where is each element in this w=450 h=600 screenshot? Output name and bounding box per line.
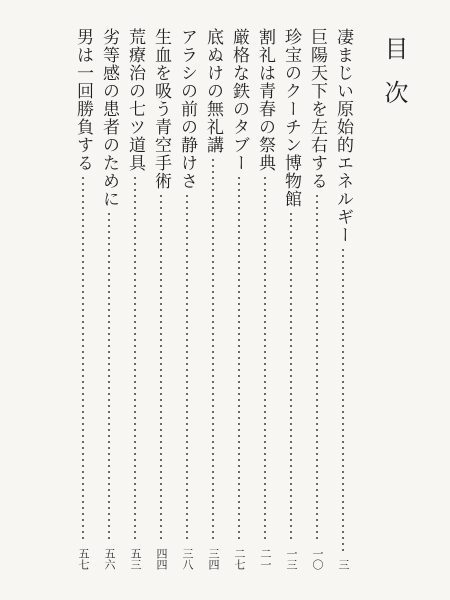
toc-entry-title: 割礼は青春の祭典 bbox=[255, 28, 275, 172]
toc-entry[interactable] bbox=[227, 28, 251, 570]
dot-leader bbox=[238, 175, 240, 543]
toc-entry-page: 二七 bbox=[233, 548, 246, 570]
dot-leader bbox=[186, 193, 188, 543]
toc-entry[interactable] bbox=[71, 28, 95, 570]
toc-entry-page: 三四 bbox=[207, 548, 220, 570]
toc-entry-title: 底ぬけの無礼講 bbox=[203, 28, 223, 154]
toc-entry[interactable] bbox=[201, 28, 225, 570]
toc-entry-page: 五三 bbox=[129, 548, 142, 570]
toc-entry-title: 珍宝のクーチン博物館 bbox=[281, 28, 301, 208]
toc-entry-page: 五七 bbox=[77, 548, 90, 570]
dot-leader bbox=[342, 247, 344, 554]
toc-entry-title: 凄まじい原始的エネルギー bbox=[333, 28, 353, 244]
toc-entry[interactable] bbox=[149, 28, 173, 570]
toc-entry-page: 五六 bbox=[103, 548, 116, 570]
toc-entry-page: 四四 bbox=[155, 548, 168, 570]
toc-entry[interactable] bbox=[279, 28, 303, 570]
dot-leader bbox=[316, 193, 318, 543]
toc-entry-title: 劣等感の患者のために bbox=[99, 28, 119, 208]
toc-entry[interactable] bbox=[331, 28, 355, 570]
toc-entry-title: 厳格な鉄のタブー bbox=[229, 28, 249, 172]
toc-entry[interactable] bbox=[175, 28, 199, 570]
toc-entry-title: 男は一回勝負する bbox=[73, 28, 93, 172]
toc-entry-title: アラシの前の静けさ bbox=[177, 28, 197, 190]
toc-entry-page: 一三 bbox=[285, 548, 298, 570]
toc-entry[interactable] bbox=[123, 28, 147, 570]
dot-leader bbox=[160, 193, 162, 543]
dot-leader bbox=[82, 175, 84, 543]
toc-entry[interactable] bbox=[97, 28, 121, 570]
toc-entry-title: 荒療治の七ツ道具 bbox=[125, 28, 145, 172]
dot-leader bbox=[212, 157, 214, 543]
toc-entry[interactable] bbox=[253, 28, 277, 570]
toc-heading: 目次 bbox=[380, 36, 408, 124]
dot-leader bbox=[134, 175, 136, 543]
toc-entry[interactable] bbox=[305, 28, 329, 570]
dot-leader bbox=[264, 175, 266, 543]
dot-leader bbox=[290, 211, 292, 543]
toc-entry-page: 三八 bbox=[181, 548, 194, 570]
toc-entry-page: 三 bbox=[337, 559, 350, 570]
dot-leader bbox=[108, 211, 110, 543]
toc-entry-title: 生血を吸う青空手術 bbox=[151, 28, 171, 190]
toc-entry-title: 巨陽天下を左右する bbox=[307, 28, 327, 190]
toc-entry-page: 二一 bbox=[259, 548, 272, 570]
toc-entry-page: 一〇 bbox=[311, 548, 324, 570]
